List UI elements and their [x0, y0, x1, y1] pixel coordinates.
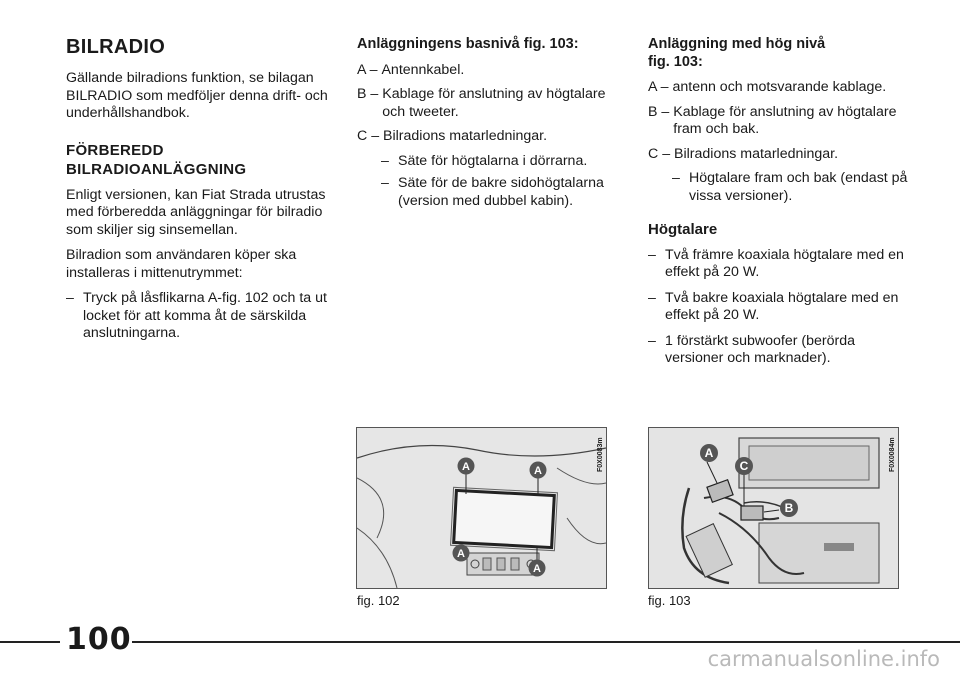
sub-text: Högtalare fram och bak (endast på vissa versioner).	[689, 170, 908, 204]
item-text: Bilradions matarledningar.	[674, 145, 839, 162]
bullet-item	[66, 290, 328, 343]
bullet-item	[648, 247, 910, 282]
item-key: C –	[357, 128, 384, 144]
figure-caption: fig. 103	[648, 593, 691, 608]
sub-text: Säte för de bakre sidohögtalarna (version med dubbel kabin).	[398, 175, 604, 209]
footer-rule-right	[132, 641, 960, 643]
dashboard-radio-drawing	[357, 428, 606, 588]
bullet-text: 1 förstärkt subwoofer (berörda versioner och marknader).	[665, 332, 856, 366]
sub-item	[381, 175, 619, 210]
footer-rule-left	[0, 641, 60, 643]
item-text: antenn och motsvarande kablage.	[672, 79, 887, 95]
list-item	[357, 128, 619, 146]
bullet-item	[648, 290, 910, 325]
callout-label: B	[784, 501, 794, 515]
bullet-dash: –	[648, 332, 656, 349]
bullet-dash: –	[648, 246, 656, 263]
sub-dash: –	[672, 170, 680, 186]
sublist	[381, 153, 619, 211]
item-key: B –	[648, 103, 674, 120]
bullet-item	[648, 333, 910, 368]
figure-code: F0X0083m	[597, 437, 604, 472]
list-item	[648, 79, 910, 97]
column-middle	[357, 36, 619, 215]
callout-label: A	[533, 563, 541, 575]
bullet-dash: –	[648, 289, 656, 306]
callout-label: A	[704, 446, 714, 460]
item-key: A –	[648, 79, 673, 95]
watermark: carmanualsonline.info	[707, 647, 940, 671]
callout-label: A	[534, 465, 542, 477]
bullet-text: Två främre koaxiala högtalare med en effekt på 20 W.	[665, 246, 904, 280]
paragraph: Bilradion som användaren köper ska installeras i mittenutrymmet:	[66, 247, 297, 281]
column-right	[648, 36, 910, 373]
callout-label: A	[462, 461, 470, 473]
item-key: B –	[357, 86, 383, 102]
paragraph: Enligt versionen, kan Fiat Strada utrustas med förberedda anläggningar för bilradio som skiljer sig sinsemellan.	[66, 186, 326, 238]
heading-line-1: Anläggning med hög nivå	[648, 36, 826, 52]
section-title-speakers: Högtalare	[648, 221, 718, 238]
figure-caption: fig. 102	[357, 593, 400, 608]
figure-102-illustration	[356, 427, 607, 589]
intro-paragraph: Gällande bilradions funktion, se bilagan BILRADIO som medföljer denna drift- och underhållshandbok.	[66, 70, 328, 121]
item-text: Kablage för anslutning av högtalare fram och bak.	[673, 103, 897, 137]
column-heading: Anläggningens basnivå fig. 103:	[357, 36, 579, 52]
callout-label: A	[457, 548, 465, 560]
item-text: Bilradions matarledningar.	[383, 128, 548, 144]
figure-code: F0X0084m	[889, 437, 896, 472]
item-key: C –	[648, 145, 675, 162]
radio-wiring-drawing	[649, 428, 898, 588]
list-item	[648, 104, 910, 139]
sub-item	[381, 153, 619, 171]
sub-text: Säte för högtalarna i dörrarna.	[398, 152, 588, 169]
sub-dash: –	[381, 152, 389, 169]
sub-dash: –	[381, 175, 389, 191]
page-title: BILRADIO	[66, 36, 166, 58]
item-text: Antennkabel.	[381, 61, 465, 78]
section-title-line-1: FÖRBEREDD	[66, 141, 164, 159]
bullet-text: Tryck på låsflikarna A-fig. 102 och ta ut locket för att komma åt de särskilda anslutningarna.	[83, 290, 327, 341]
section-title	[66, 141, 328, 179]
column-left	[66, 36, 328, 348]
bullet-text: Två bakre koaxiala högtalare med en effekt på 20 W.	[665, 289, 899, 323]
page-number: 100	[66, 622, 132, 657]
sub-item	[672, 170, 910, 205]
item-key: A –	[357, 61, 382, 78]
list-item	[648, 146, 910, 164]
item-text: Kablage för anslutning av högtalare och tweeter.	[382, 86, 606, 120]
list-item	[357, 86, 619, 121]
column-heading	[648, 36, 910, 71]
section-title-line-2: BILRADIOANLÄGGNING	[66, 160, 247, 178]
figure-103-illustration	[648, 427, 899, 589]
list-item	[357, 62, 619, 80]
heading-line-2: fig. 103:	[648, 53, 703, 70]
callout-label: C	[739, 459, 749, 473]
bullet-dash: –	[66, 290, 74, 306]
